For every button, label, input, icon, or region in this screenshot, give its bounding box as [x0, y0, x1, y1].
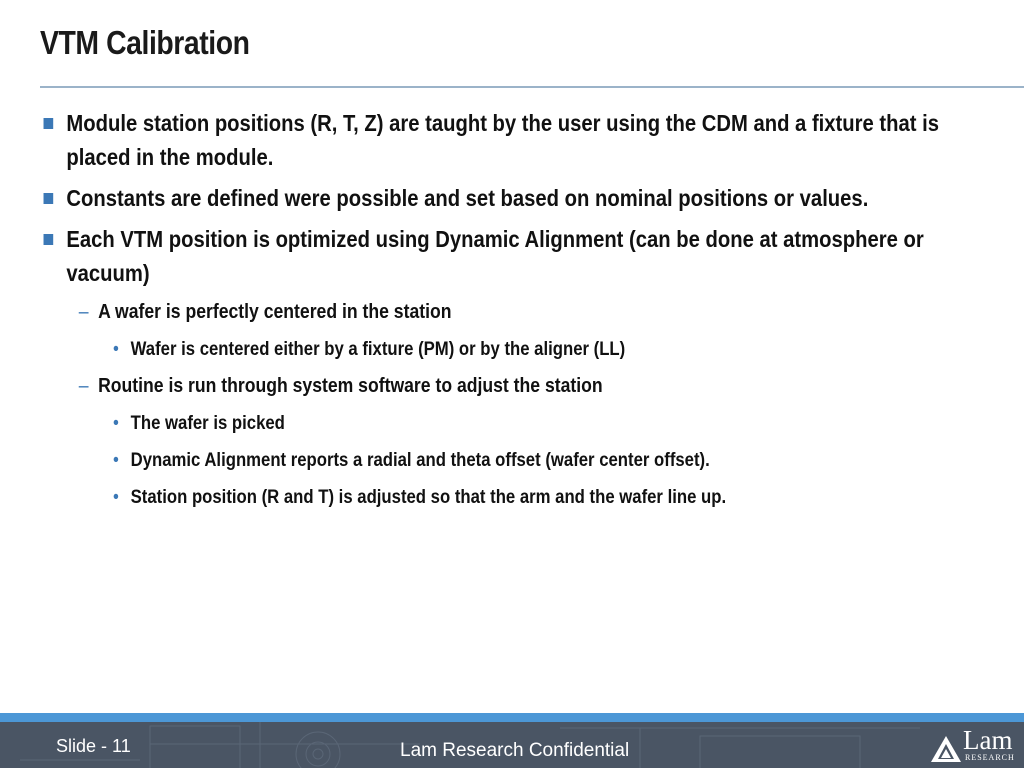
sub-bullet-text: Routine is run through system software to adjust the station: [98, 375, 603, 397]
sub-sub-bullet-text: Station position (R and T) is adjusted so that the arm and the wafer line up.: [130, 487, 727, 508]
sub-bullet-text: A wafer is perfectly centered in the station: [98, 301, 452, 323]
slide-title: VTM Calibration: [40, 24, 250, 61]
bullet-item: [40, 181, 999, 215]
square-bullet-icon: [44, 234, 54, 245]
bullet-text: Each VTM position is optimized using Dynamic Alignment (can be done at atmosphere or vacuum): [66, 226, 924, 286]
sub-sub-bullet-item: [40, 445, 999, 476]
logo-wordmark: Lam: [963, 725, 1013, 755]
footer-accent-stripe: [0, 713, 1024, 722]
confidential-label: Lam Research Confidential: [400, 740, 630, 761]
sub-bullet-item: [40, 371, 999, 402]
dot-bullet-icon: •: [113, 450, 119, 471]
sub-sub-bullet-text: Dynamic Alignment reports a radial and theta offset (wafer center offset).: [130, 450, 710, 471]
sub-bullet-item: [40, 297, 999, 328]
bullet-item: [40, 222, 999, 290]
lam-research-logo-icon: [929, 726, 1021, 766]
sub-sub-bullet-item: [40, 334, 999, 365]
square-bullet-icon: [44, 118, 54, 129]
dot-bullet-icon: •: [113, 339, 119, 360]
dot-bullet-icon: •: [113, 413, 119, 434]
dash-bullet-icon: –: [78, 301, 89, 323]
title-divider: [40, 86, 1024, 88]
square-bullet-icon: [44, 193, 54, 204]
sub-sub-bullet-text: Wafer is centered either by a fixture (PM) or by the aligner (LL): [130, 339, 626, 360]
logo-subtext: RESEARCH: [965, 753, 1015, 762]
bullet-list: [40, 106, 999, 519]
bullet-item: [40, 106, 999, 174]
bullet-text: Constants are defined were possible and set based on nominal positions or values.: [66, 185, 869, 211]
slide-number: Slide - 11: [56, 736, 131, 756]
sub-sub-bullet-text: The wafer is picked: [130, 413, 285, 434]
bullet-text: Module station positions (R, T, Z) are taught by the user using the CDM and a fixture that is placed in the module.: [66, 110, 940, 170]
dash-bullet-icon: –: [78, 375, 89, 397]
dot-bullet-icon: •: [113, 487, 119, 508]
sub-sub-bullet-item: [40, 482, 999, 513]
logo-triangle-icon: [929, 734, 963, 764]
footer-bar: [0, 722, 1024, 768]
sub-sub-bullet-item: [40, 408, 999, 439]
